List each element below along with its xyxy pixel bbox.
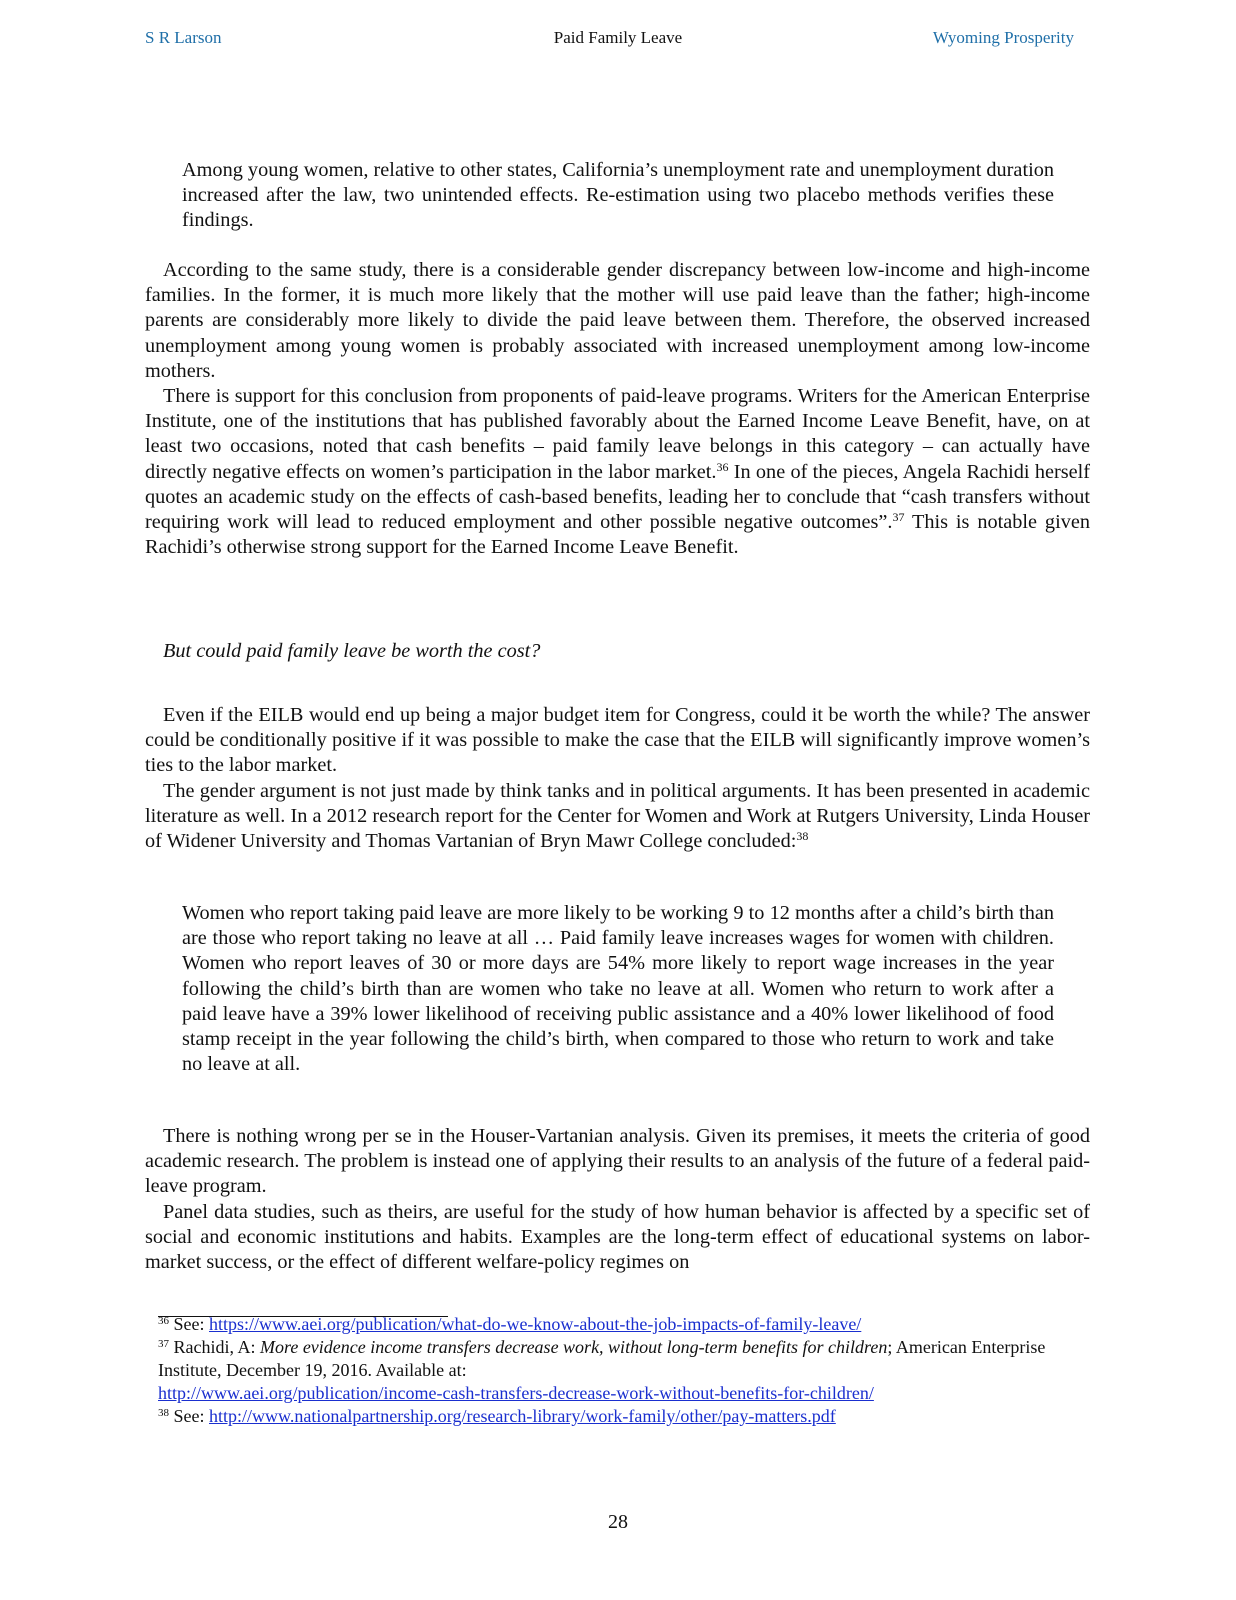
block-quote-1-text: Among young women, relative to other states, California’s unemployment rate and unemployment duration increased after the law, two unintended effects. Re-estimation using two placebo methods verifies these findings. [182,159,1054,232]
section-1 [145,258,1090,560]
footnote-36 [158,1313,1078,1336]
footnote-38 [158,1405,1078,1428]
footnote-prefix: Rachidi, A: [173,1337,260,1357]
footnote-ref-37[interactable]: 37 [892,510,905,525]
footnote-title: More evidence income transfers decrease work, without long-term benefits for children [260,1337,888,1357]
paragraph [145,384,1090,560]
section-heading: But could paid family leave be worth the cost? [163,640,541,662]
footnote-number: 37 [158,1338,169,1350]
footnote-text: ; American Enterprise Institute, December 19, 2016. Available at: [158,1337,1046,1380]
footnote-link[interactable]: https://www.aei.org/publication/what-do-we-know-about-the-job-impacts-of-family-leave/ [209,1314,862,1334]
paragraph-text: There is support for this conclusion from proponents of paid-leave programs. Writers for the American Enterprise Institute, one of the institutions that has published favorably about the Earned Income Leave Benefit, have, on at least two occasions, noted that cash benefits – paid family leave belongs in this category – can actually have directly negative effects on women’s participation in the labor market. [145,385,1090,483]
paragraph-text: In one of the pieces, Angela Rachidi herself quotes an academic study on the effects of cash-based benefits, leading her to conclude that “cash transfers without requiring work will lead to reduced employment and other possible negative outcomes”. [145,460,1090,534]
paragraph-text: This is notable given Rachidi’s otherwise strong support for the Earned Income Leave Benefit. [145,511,1090,559]
paragraph: There is nothing wrong per se in the Houser-Vartanian analysis. Given its premises, it meets the criteria of good academic research. The problem is instead one of applying their results to an analysis of the future of a federal paid-leave program. [145,1125,1090,1198]
header-title: Paid Family Leave [553,28,683,47]
page-number: 28 [608,1511,628,1533]
paragraph: According to the same study, there is a considerable gender discrepancy between low-income and high-income families. In the former, it is much more likely that the mother will use paid leave than the father; high-income parents are considerably more likely to divide the paid leave between them. Therefore, the observed increased unemployment among young women is probably associated with increased unemployment among low-income mothers. [145,259,1090,382]
block-quote-1 [182,158,1054,234]
footnote-prefix: See: [173,1406,209,1426]
footnote-37 [158,1336,1078,1405]
footnote-link[interactable]: http://www.nationalpartnership.org/research-library/work-family/other/pay-matters.pdf [209,1406,836,1426]
section-2 [145,703,1090,854]
paragraph-text: The gender argument is not just made by think tanks and in political arguments. It has been presented in academic literature as well. In a 2012 research report for the Center for Women and Work at Rutgers University, Linda Houser of Widener University and Thomas Vartanian of Bryn Mawr College concluded: [145,779,1090,853]
block-quote-2-text: Women who report taking paid leave are more likely to be working 9 to 12 months after a child’s birth than are those who report taking no leave at all … Paid family leave increases wages for women with children. Women who report leaves of 30 or more days are 54% more likely to report wage increases in the year following the child’s birth than are women who take no leave at all. Women who return to work after a paid leave have a 39% lower likelihood of receiving public assistance and a 40% lower likelihood of food stamp receipt in the year following the child’s birth, when compared to those who return to work and take no leave at all. [182,902,1054,1076]
footnote-number: 38 [158,1407,169,1419]
header-author: S R Larson [145,28,222,47]
header-publication: Wyoming Prosperity [932,28,1074,47]
footnote-link[interactable]: http://www.aei.org/publication/income-cash-transfers-decrease-work-without-benefits-for-children/ [158,1383,874,1403]
footnote-ref-38[interactable]: 38 [796,829,809,844]
paragraph: Panel data studies, such as theirs, are useful for the study of how human behavior is affected by a specific set of social and economic institutions and habits. Examples are the long-term effect of educational systems on labor-market success, or the effect of different welfare-policy regimes on [145,1200,1090,1274]
footnote-prefix: See: [173,1314,209,1334]
paragraph: Even if the EILB would end up being a major budget item for Congress, could it be worth the while? The answer could be conditionally positive if it was possible to make the case that the EILB will significantly improve women’s ties to the labor market. [145,704,1090,777]
paragraph [145,779,1090,855]
section-3 [145,1124,1090,1275]
block-quote-2 [182,901,1054,1077]
footnote-number: 36 [158,1315,169,1327]
footnote-ref-36[interactable]: 36 [716,459,729,474]
